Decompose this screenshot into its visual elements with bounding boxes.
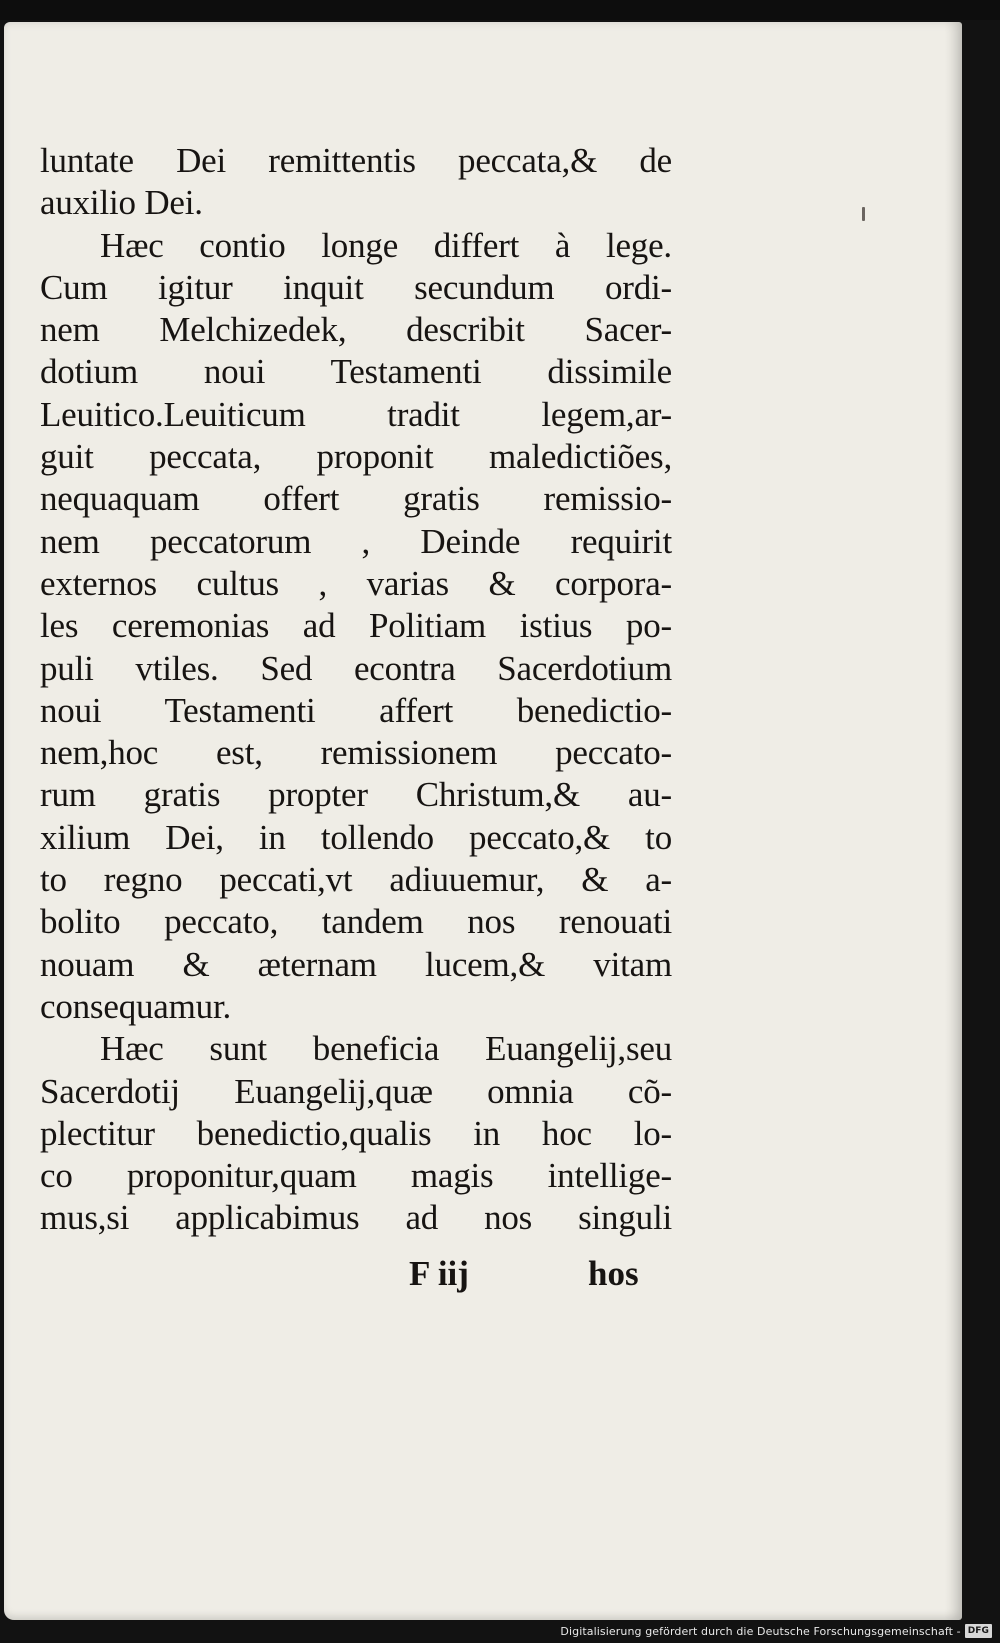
text-line: nequaquam offert gratis remissio-	[40, 479, 672, 519]
text-line: auxilio Dei.	[40, 183, 203, 223]
text-line: dotium noui Testamenti dissimile	[40, 352, 672, 392]
text-line: Hæc sunt beneficia Euangelij,seu	[100, 1029, 672, 1069]
credit-text: Digitalisierung gefördert durch die Deutsche Forschungsgemeinschaft -	[560, 1624, 961, 1638]
text-line: luntate Dei remittentis peccata,& de	[40, 141, 672, 180]
text-line: guit peccata, proponit maledictiões,	[40, 437, 672, 477]
text-line: Hæc contio longe differt à lege.	[100, 225, 672, 265]
text-line: Cum igitur inquit secundum ordi-	[40, 267, 672, 307]
text-line: mus,si applicabimus ad nos singuli	[40, 1198, 672, 1238]
catchword: hos	[588, 1254, 639, 1293]
text-line: bolito peccato, tandem nos renouati	[40, 902, 672, 942]
text-line: externos cultus , varias & corpora-	[40, 563, 672, 603]
text-line: xilium Dei, in tollendo peccato,& to	[40, 817, 672, 857]
text-line: nem,hoc est, remissionem peccato-	[40, 733, 672, 773]
text-line: puli vtiles. Sed econtra Sacerdotium	[40, 648, 672, 688]
text-line: to regno peccati,vt adiuuemur, & a-	[40, 860, 672, 900]
text-line: consequamur.	[40, 986, 232, 1026]
digitization-credit	[560, 1623, 992, 1639]
signature-mark: F iij	[409, 1254, 469, 1293]
margin-ink-mark	[862, 207, 865, 221]
scan-background	[0, 0, 1000, 20]
text-line: nem Melchizedek, describit Sacer-	[40, 310, 672, 350]
book-page	[4, 22, 962, 1620]
text-line: Sacerdotij Euangelij,quæ omnia cõ-	[40, 1071, 672, 1111]
text-line: plectitur benedictio,qualis in hoc lo-	[40, 1113, 672, 1153]
text-line: rum gratis propter Christum,& au-	[40, 775, 672, 815]
dfg-logo-icon: DFG	[965, 1624, 992, 1638]
text-line: Leuitico.Leuiticum tradit legem,ar-	[40, 394, 672, 434]
text-line: noui Testamenti affert benedictio-	[40, 690, 672, 730]
text-line: nouam & æternam lucem,& vitam	[40, 944, 672, 984]
text-line: co proponitur,quam magis intellige-	[40, 1156, 672, 1196]
text-line: nem peccatorum , Deinde requirit	[40, 521, 672, 561]
text-line: les ceremonias ad Politiam istius po-	[40, 606, 672, 646]
text-block	[40, 140, 672, 1240]
